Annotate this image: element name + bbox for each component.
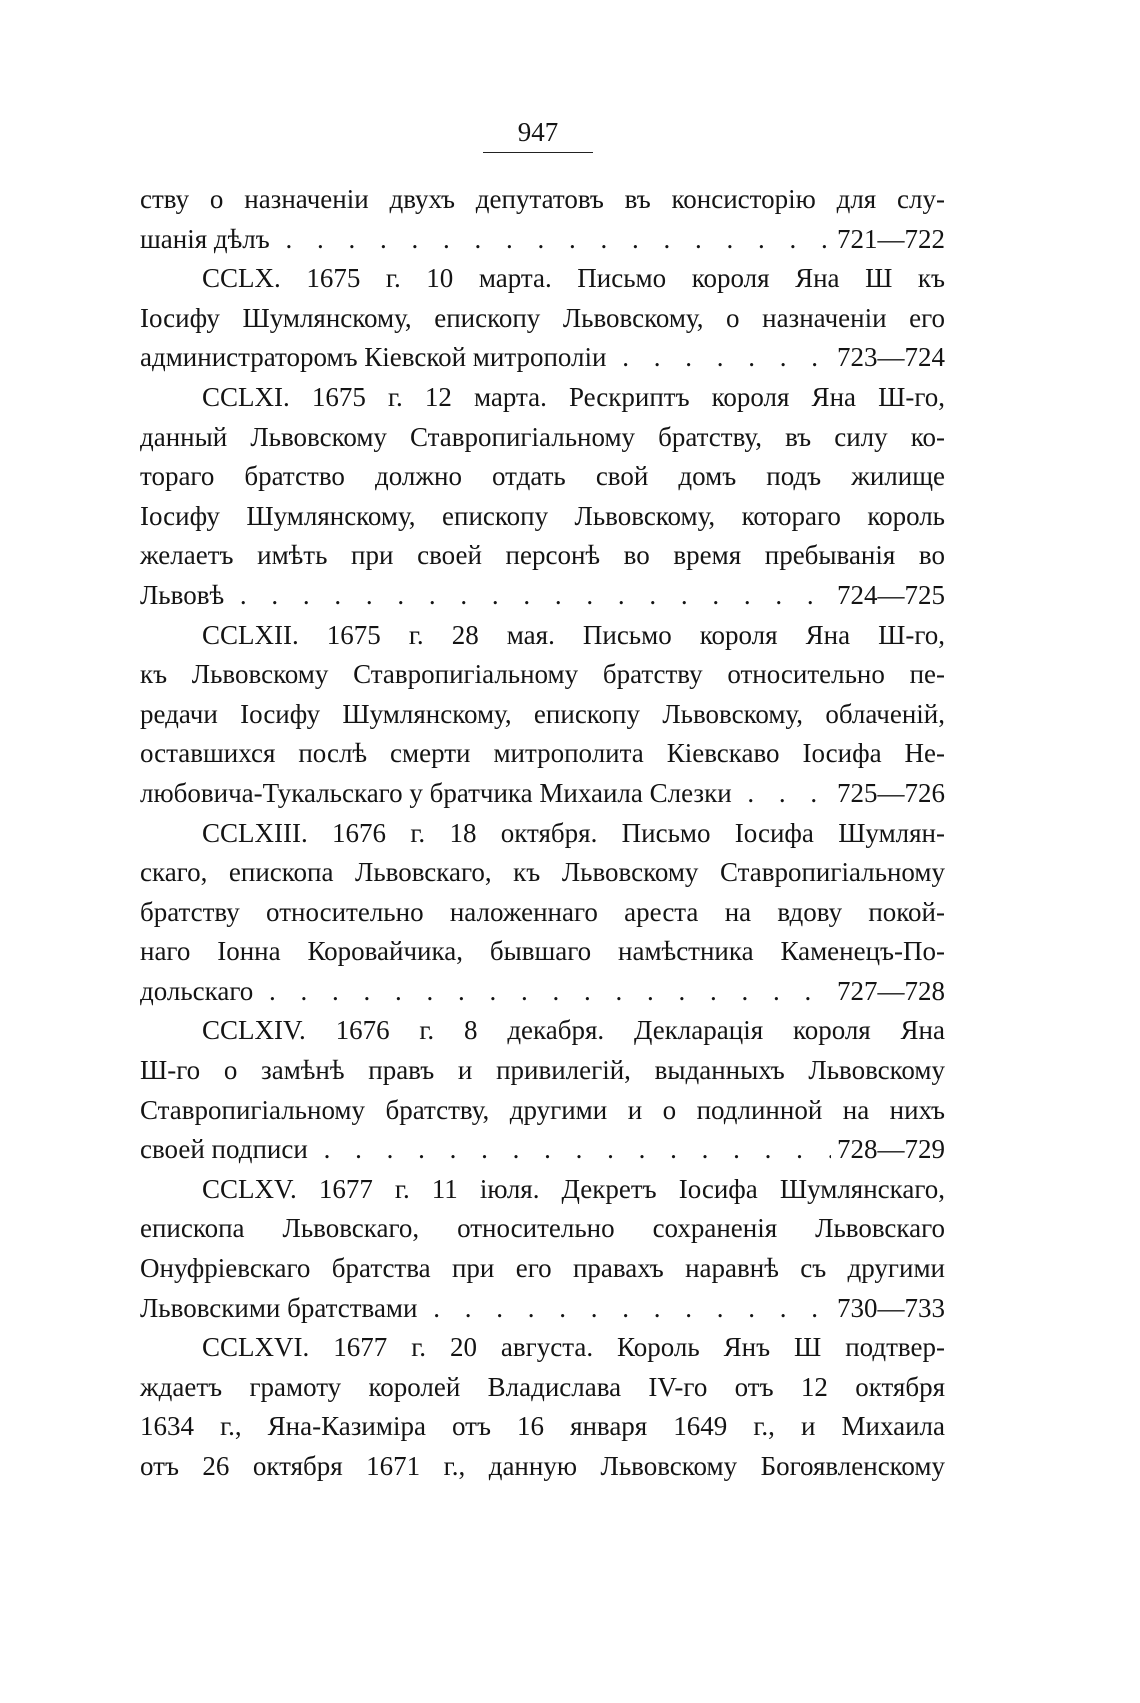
entry-line: Ш-го о замѣнѣ правъ и привилегій, выданныхъ Львовскому: [140, 1055, 945, 1086]
entry-line: къ Львовскому Ставропигіальному братству относительно пе-: [140, 659, 945, 690]
toc-entry: [140, 180, 945, 259]
entry-line: CCLXVI. 1677 г. 20 августа. Король Янъ Ш подтвер-: [202, 1332, 945, 1363]
entry-line: Онуфріевскаго братства при его правахъ наравнѣ съ другими: [140, 1253, 945, 1284]
entry-last-text: дольскаго . . .: [140, 972, 831, 1012]
entry-line: CCLXI. 1675 г. 12 марта. Рескриптъ короля Яна Ш-го,: [202, 381, 945, 412]
entry-last-line: [140, 774, 945, 814]
toc-entry: [140, 1011, 945, 1169]
entry-line: редачи Іосифу Шумлянскому, епископу Львовскому, облаченій,: [140, 698, 945, 729]
entry-last-text: Львовскими братствами . . .: [140, 1289, 831, 1329]
entry-last-text: своей подписи . . .: [140, 1130, 831, 1170]
entry-line: CCLXIII. 1676 г. 18 октября. Письмо Іосифа Шумлян-: [202, 817, 945, 848]
toc-entry: [140, 1328, 945, 1486]
entry-line: CCLXV. 1677 г. 11 іюля. Декретъ Іосифа Шумлянскаго,: [202, 1173, 945, 1204]
entry-line: отъ 26 октября 1671 г., данную Львовскому Богоявленскому: [140, 1451, 945, 1481]
entry-line: наго Іонна Коровайчика, бывшаго намѣстника Каменецъ-По-: [140, 936, 945, 967]
toc-entry: [140, 378, 945, 616]
entry-last-text: администраторомъ Кіевской митрополіи . . .: [140, 338, 831, 378]
entry-line: оставшихся послѣ смерти митрополита Кіевскаво Іосифа Не-: [140, 738, 945, 769]
entry-last-line: [140, 576, 945, 616]
page-range: 724—725: [837, 579, 945, 610]
page-range: 725—726: [837, 777, 945, 808]
page-range: 721—722: [837, 223, 945, 254]
toc-entry: [140, 1170, 945, 1328]
entry-last-line: [140, 220, 945, 260]
entry-line: тораго братство должно отдать свой домъ подъ жилище: [140, 461, 945, 492]
page-range: 730—733: [837, 1292, 945, 1323]
entry-line: Іосифу Шумлянскому, епископу Львовскому, о назначеніи его: [140, 302, 945, 333]
entry-last-text: шанія дѣлъ . . .: [140, 220, 831, 260]
page-range: 727—728: [837, 975, 945, 1006]
toc-entry: [140, 259, 945, 378]
entry-last-text: Львовѣ . . .: [140, 576, 831, 616]
entry-line: CCLXIV. 1676 г. 8 декабря. Декларація короля Яна: [202, 1015, 945, 1046]
entry-line: ждаетъ грамоту королей Владислава IV-го отъ 12 октября: [140, 1371, 945, 1402]
table-of-contents: [140, 180, 945, 1487]
entry-line: CCLX. 1675 г. 10 марта. Письмо короля Яна Ш къ: [202, 263, 945, 294]
page-range: 723—724: [837, 342, 945, 373]
toc-entry: [140, 814, 945, 1012]
entry-line: Ставропигіальному братству, другими и о подлинной на нихъ: [140, 1094, 945, 1125]
entry-line: 1634 г., Яна-Казиміра отъ 16 января 1649 г., и Михаила: [140, 1411, 945, 1442]
entry-last-line: [140, 972, 945, 1012]
entry-last-line: [140, 338, 945, 378]
entry-line: братству относительно наложеннаго ареста на вдову покой-: [140, 896, 945, 927]
entry-line: епископа Львовскаго, относительно сохраненія Львовскаго: [140, 1213, 945, 1244]
entry-last-line: [140, 1130, 945, 1170]
entry-line: данный Львовскому Ставропигіальному братству, въ силу ко-: [140, 421, 945, 452]
entry-last-line: [140, 1289, 945, 1329]
entry-line: скаго, епископа Львовскаго, къ Львовскому Ставропигіальному: [140, 857, 945, 888]
page-number: 947: [483, 116, 593, 153]
entry-line: желаетъ имѣть при своей персонѣ во время пребыванія во: [140, 540, 945, 571]
page-range: 728—729: [837, 1134, 945, 1165]
entry-line: Іосифу Шумлянскому, епископу Львовскому, котораго король: [140, 500, 945, 531]
entry-line: ству о назначеніи двухъ депутатовъ въ консисторію для слу-: [140, 184, 945, 214]
entry-last-text: любовича-Тукальскаго у братчика Михаила Слезки . . .: [140, 774, 831, 814]
entry-line: CCLXII. 1675 г. 28 мая. Письмо короля Яна Ш-го,: [202, 619, 945, 650]
toc-entry: [140, 616, 945, 814]
